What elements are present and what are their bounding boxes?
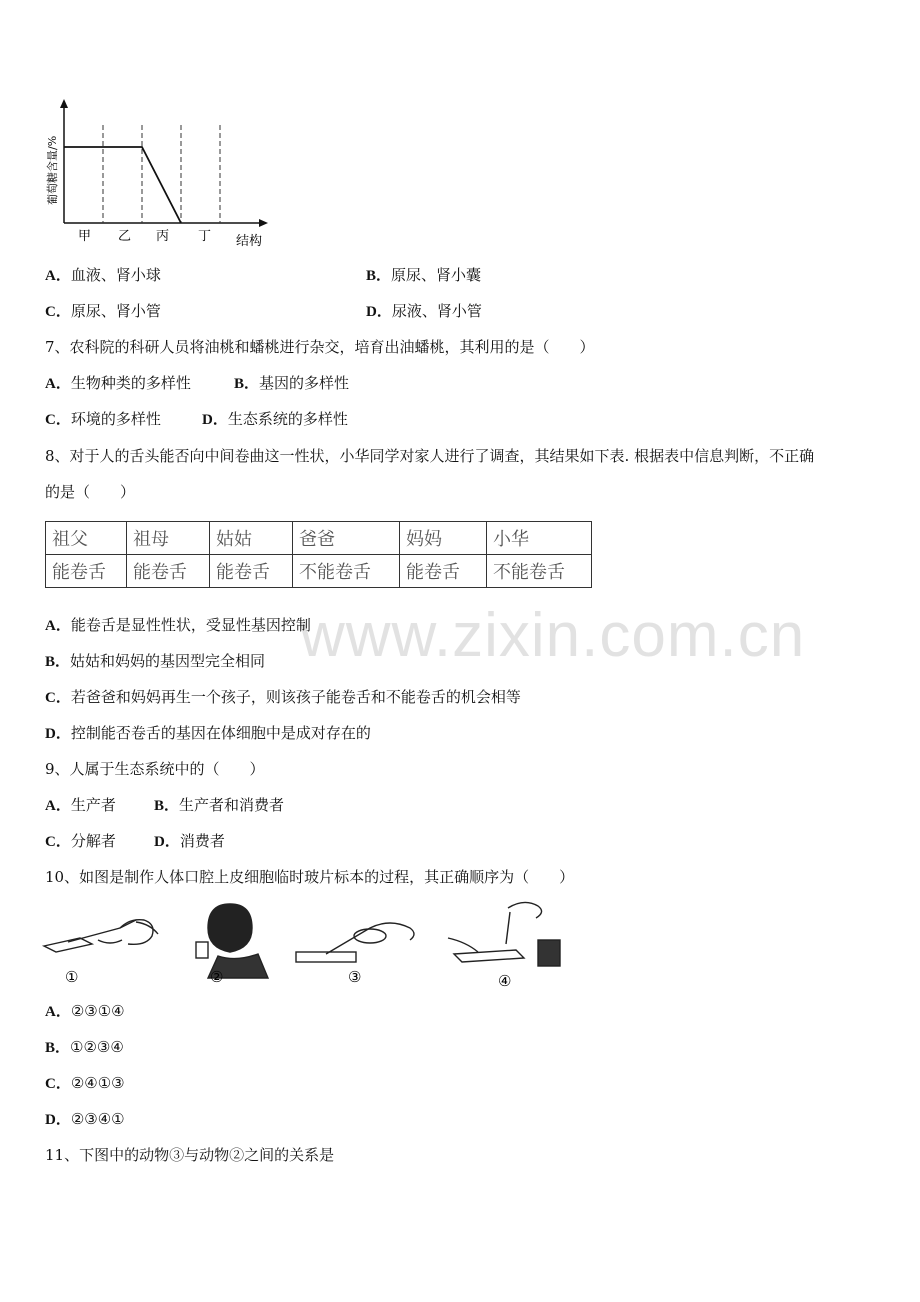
- figure-label-1: ①: [65, 968, 79, 986]
- q8-option-b[interactable]: B．姑姑和妈妈的基因型完全相同: [45, 652, 266, 670]
- q7-stem: 7、农科院的科研人员将油桃和蟠桃进行杂交，培育出油蟠桃，其利用的是（ ）: [45, 338, 595, 356]
- q10-stem: 10、如图是制作人体口腔上皮细胞临时玻片标本的过程，其正确顺序为（ ）: [45, 868, 575, 886]
- q9-option-a[interactable]: A．生产者: [45, 796, 116, 814]
- tongue-rolling-table: [45, 521, 592, 588]
- table-cell: 不能卷舌: [487, 555, 592, 588]
- q7-option-d[interactable]: D．生态系统的多样性: [202, 410, 348, 428]
- glucose-line: [64, 147, 181, 223]
- q10-option-c[interactable]: C．②④①③: [45, 1074, 125, 1092]
- q9-option-b[interactable]: B．生产者和消费者: [154, 796, 285, 814]
- q8-stem-line1: 8、对于人的舌头能否向中间卷曲这一性状，小华同学对家人进行了调查，其结果如下表. 根据表中信息判断，不正确: [45, 447, 815, 465]
- q8-option-c[interactable]: C．若爸爸和妈妈再生一个孩子，则该孩子能卷舌和不能卷舌的机会相等: [45, 688, 521, 706]
- table-header-row: [46, 522, 592, 555]
- table-cell: 爸爸: [293, 522, 400, 555]
- q7-option-b[interactable]: B．基因的多样性: [234, 374, 350, 392]
- q8-stem-line2: 的是（ ）: [45, 483, 136, 501]
- step4-drop-illustration: [448, 902, 560, 966]
- graph-xlabel: 结构: [236, 234, 263, 249]
- q6-option-a[interactable]: A．血液、肾小球: [45, 266, 161, 284]
- table-cell: 小华: [487, 522, 592, 555]
- table-cell: 妈妈: [400, 522, 487, 555]
- table-cell: 不能卷舌: [293, 555, 400, 588]
- q9-option-d[interactable]: D．消费者: [154, 832, 225, 850]
- q7-option-a[interactable]: A．生物种类的多样性: [45, 374, 191, 392]
- q8-option-d[interactable]: D．控制能否卷舌的基因在体细胞中是成对存在的: [45, 724, 371, 742]
- table-row: [46, 555, 592, 588]
- q8-option-a[interactable]: A．能卷舌是显性性状，受显性基因控制: [45, 616, 311, 634]
- q10-option-a[interactable]: A．②③①④: [45, 1002, 125, 1020]
- q10-option-b[interactable]: B．①②③④: [45, 1038, 124, 1056]
- tick-ding: 丁: [198, 229, 212, 244]
- table-cell: 能卷舌: [210, 555, 293, 588]
- figure-label-2: ②: [210, 968, 224, 986]
- graph-ylabel: 葡萄糖含量/%: [46, 135, 59, 205]
- tick-bing: 丙: [156, 229, 170, 244]
- watermark: www.zixin.com.cn: [300, 601, 806, 670]
- q6-option-d[interactable]: D．尿液、肾小管: [366, 302, 482, 320]
- table-cell: 能卷舌: [46, 555, 127, 588]
- q6-option-b[interactable]: B．原尿、肾小囊: [366, 266, 482, 284]
- table-cell: 能卷舌: [127, 555, 210, 588]
- figure-label-4: ④: [498, 972, 512, 990]
- q10-option-d[interactable]: D．②③④①: [45, 1110, 125, 1128]
- table-cell: 祖父: [46, 522, 127, 555]
- tick-yi: 乙: [118, 229, 132, 244]
- figure-label-3: ③: [348, 968, 362, 986]
- q9-stem: 9、人属于生态系统中的（ ）: [45, 760, 265, 778]
- step2-rinse-illustration: [196, 904, 268, 978]
- slide-prep-figure: [40, 898, 580, 993]
- q7-option-c[interactable]: C．环境的多样性: [45, 410, 161, 428]
- x-axis-arrow: [259, 219, 268, 227]
- table-cell: 姑姑: [210, 522, 293, 555]
- tick-jia: 甲: [78, 229, 92, 244]
- q9-option-c[interactable]: C．分解者: [45, 832, 116, 850]
- step1-wipe-illustration: [44, 920, 158, 952]
- table-cell: 祖母: [127, 522, 210, 555]
- table-cell: 能卷舌: [400, 555, 487, 588]
- step3-scrape-illustration: [296, 923, 414, 962]
- glucose-graph: [40, 95, 280, 250]
- q6-option-c[interactable]: C．原尿、肾小管: [45, 302, 161, 320]
- q11-stem: 11、下图中的动物③与动物②之间的关系是: [45, 1146, 335, 1164]
- y-axis-arrow: [60, 99, 68, 108]
